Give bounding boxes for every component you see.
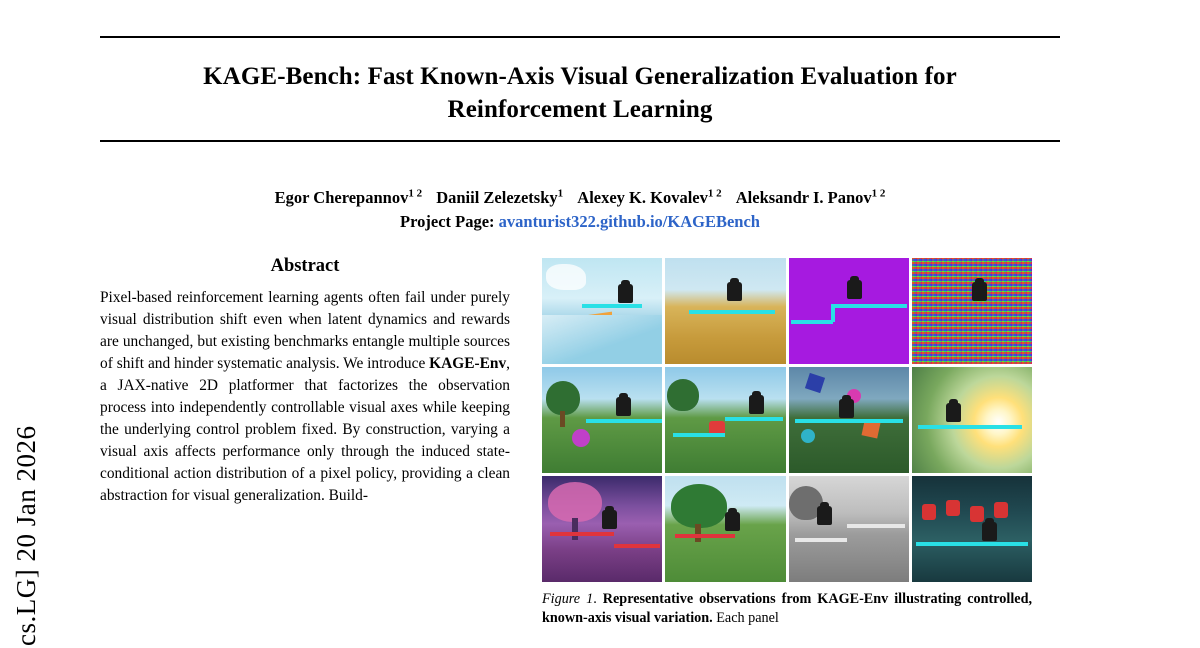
figure-1	[542, 258, 1032, 628]
project-page-link[interactable]: avanturist322.github.io/KAGEBench	[498, 211, 760, 231]
project-page-line	[100, 212, 1060, 232]
platform	[586, 419, 662, 423]
green-tree-scene	[665, 476, 785, 582]
author-2: Daniil Zelezetsky$^1$	[436, 187, 564, 207]
agent	[602, 510, 617, 529]
abstract-part-2: KAGE-Env	[429, 354, 507, 372]
platform-low	[673, 433, 725, 437]
cyan-circle-distractor	[801, 429, 815, 443]
figure-label: Figure 1	[542, 590, 594, 607]
paper-page	[100, 0, 1060, 648]
forest-path-scene	[542, 367, 662, 473]
left-column	[100, 254, 510, 628]
blossom-night-scene	[542, 476, 662, 582]
rgb-noise-scene	[912, 258, 1032, 364]
purple-background-scene	[789, 258, 909, 364]
abstract-heading: Abstract	[270, 255, 340, 276]
platform-red-low	[614, 544, 660, 548]
orange-platform	[550, 312, 612, 343]
platform-low	[791, 320, 833, 324]
figure-grid	[542, 258, 1032, 582]
platform	[582, 304, 642, 308]
project-page-label: Project Page:	[400, 211, 495, 231]
agent	[946, 403, 961, 422]
author-1: Egor Cherepannov$^{1 2}$	[274, 187, 423, 207]
agent	[727, 282, 742, 301]
platform	[689, 310, 775, 314]
forest-path-distractor-scene	[665, 367, 785, 473]
figure-caption-bold: Representative observations from KAGE-Env illustrating controlled, known-axis visual variation.	[542, 590, 1033, 627]
figure-caption: Figure 1. Representative observations from KAGE-Env illustrating controlled, known-axis visual variation. Each panel	[542, 590, 1033, 627]
platform	[916, 542, 1028, 546]
tree-canopy	[671, 484, 727, 528]
right-column	[542, 254, 1032, 628]
author-4: Aleksandr I. Panov$^{1 2}$	[735, 187, 886, 207]
magenta-distractor	[572, 429, 590, 447]
abstract-part-3: , a JAX-native 2D platformer that factorizes the observation process into independently controllable visual axes while keeping the underlying control problem fixed. By construction, varying a visual axis affects performance only through the induced state-conditional action distribution of a pixel policy, providing a clean abstraction for visual generalization. Build-	[100, 354, 510, 505]
red-distractor	[970, 506, 984, 522]
platform-red	[550, 532, 614, 536]
red-distractor	[946, 500, 960, 516]
platform	[795, 419, 903, 423]
platform-low	[795, 538, 847, 542]
platform-red	[675, 534, 735, 538]
agent	[839, 399, 854, 418]
agent	[972, 282, 987, 301]
agent	[618, 284, 633, 303]
ice-peak	[546, 264, 586, 290]
arxiv-stamp-text: cs.LG] 20 Jan 2026	[10, 425, 41, 646]
agent	[616, 397, 631, 416]
tree-trunk	[560, 411, 565, 427]
tree	[667, 379, 699, 411]
agent	[982, 522, 997, 541]
red-distractor	[922, 504, 936, 520]
grayscale-scene	[789, 476, 909, 582]
red-distractor	[994, 502, 1008, 518]
abstract-text	[100, 287, 510, 507]
author-list	[100, 186, 1060, 210]
sun-glare-scene	[912, 367, 1032, 473]
agent	[847, 280, 862, 299]
author-3: Alexey K. Kovalev$^{1 2}$	[577, 187, 722, 207]
abstract-part-1: Pixel-based reinforcement learning agents often fail under purely visual distribution shift even when latent dynamics and rewards are unchanged, but existing benchmarks entangle multiple sources of shift and hinder systematic analysis. We introduce	[100, 288, 510, 372]
title-rule-bottom	[100, 140, 1060, 142]
blossom-canopy	[548, 482, 602, 522]
blue-square-distractor	[804, 373, 824, 393]
platform-high	[847, 524, 905, 528]
floating-shapes-scene	[789, 367, 909, 473]
tree-trunk	[572, 518, 578, 540]
agent	[817, 506, 832, 525]
ice-scene	[542, 258, 662, 364]
two-column-body	[100, 254, 1060, 628]
platform-high	[831, 304, 907, 308]
tree	[546, 381, 580, 415]
platform-high	[725, 417, 783, 421]
tree-trunk	[695, 524, 701, 542]
tunnel-distractor-scene	[912, 476, 1032, 582]
arxiv-stamp	[0, 0, 56, 648]
agent	[749, 395, 764, 414]
platform	[918, 425, 1022, 429]
figure-caption-rest: Each panel	[716, 610, 779, 627]
title-rule-top	[100, 36, 1060, 38]
wheat-field-scene	[665, 258, 785, 364]
agent	[725, 512, 740, 531]
page-title: KAGE-Bench: Fast Known-Axis Visual Generalization Evaluation for Reinforcement Learning	[203, 63, 957, 123]
